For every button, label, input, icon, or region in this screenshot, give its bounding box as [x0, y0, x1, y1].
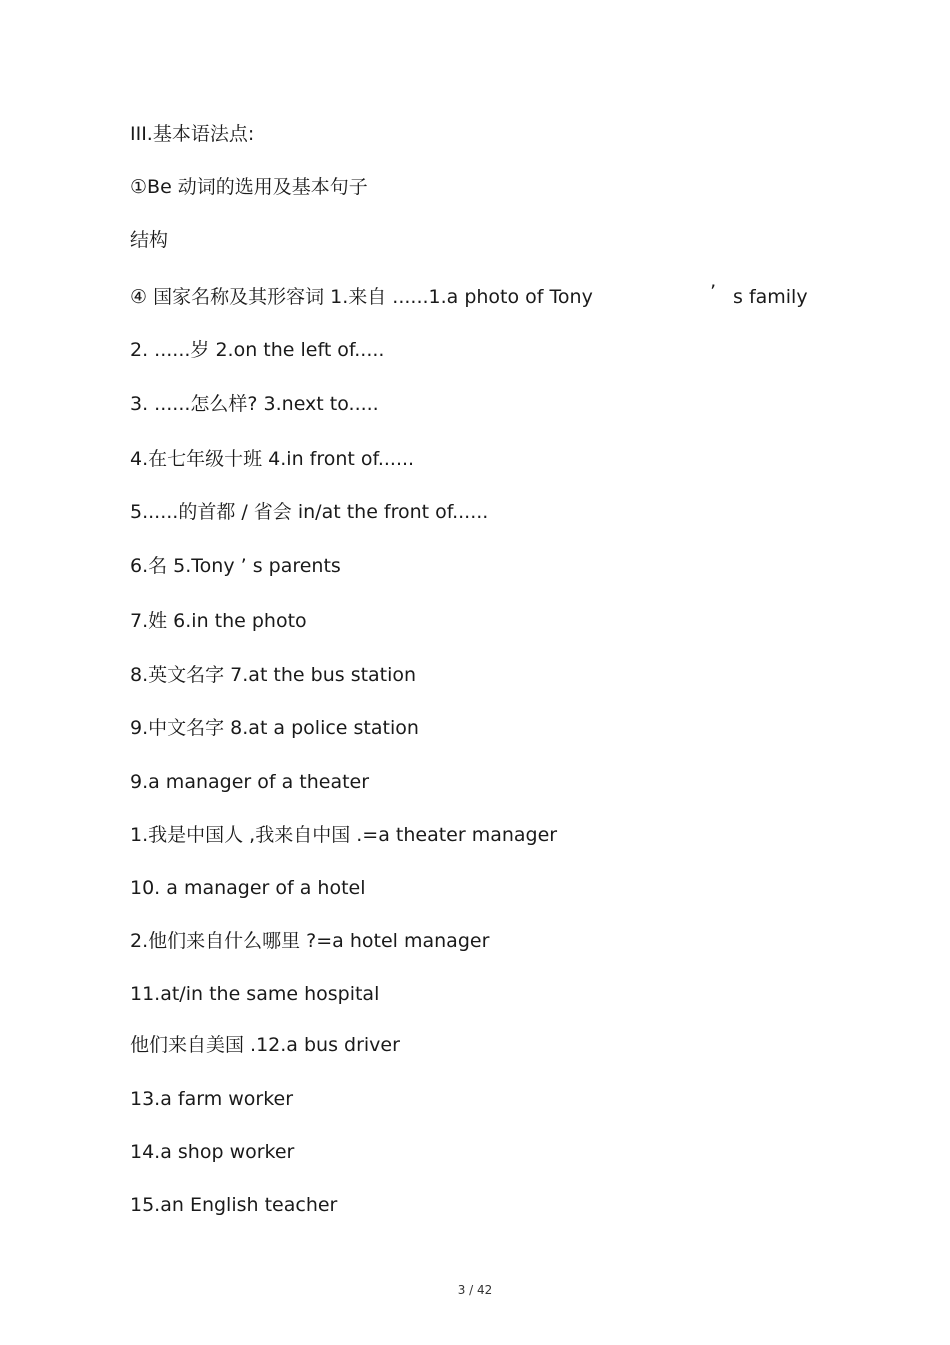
text-line: 11.at/in the same hospital: [130, 983, 380, 1005]
text-line: 结构: [130, 229, 169, 251]
text-line: 他们来自美国 .12.a bus driver: [130, 1034, 400, 1056]
section-heading: III.基本语法点:: [130, 123, 255, 145]
text-line: ①Be 动词的选用及基本句子: [130, 176, 368, 198]
text-line: 8.英文名字 7.at the bus station: [130, 664, 417, 686]
text-line: 7.姓 6.in the photo: [130, 610, 307, 632]
text-line: 6.名 5.Tony ’ s parents: [130, 555, 341, 577]
text-line: 9.a manager of a theater: [130, 771, 370, 793]
text-line: 14.a shop worker: [130, 1141, 295, 1163]
apostrophe-mark: ’: [710, 281, 717, 303]
page-number: 3 / 42: [457, 1283, 493, 1297]
text-line: 10. a manager of a hotel: [130, 877, 366, 899]
text-line: ④ 国家名称及其形容词 1.来自 ......1.a photo of Tony: [130, 286, 593, 308]
text-line: 1.我是中国人 ,我来自中国 .=a theater manager: [130, 824, 558, 846]
text-line: 2.他们来自什么哪里 ?=a hotel manager: [130, 930, 490, 952]
text-line: 2. ......岁 2.on the left of.....: [130, 339, 385, 361]
text-line: 5......的首都 / 省会 in/at the front of......: [130, 501, 489, 523]
text-line: 4.在七年级十班 4.in front of......: [130, 448, 415, 470]
text-line-tail: s family: [733, 286, 808, 308]
text-line: 3. ......怎么样? 3.next to.....: [130, 393, 379, 415]
text-line: 9.中文名字 8.at a police station: [130, 717, 419, 739]
text-line: 15.an English teacher: [130, 1194, 338, 1216]
text-line: 13.a farm worker: [130, 1088, 294, 1110]
